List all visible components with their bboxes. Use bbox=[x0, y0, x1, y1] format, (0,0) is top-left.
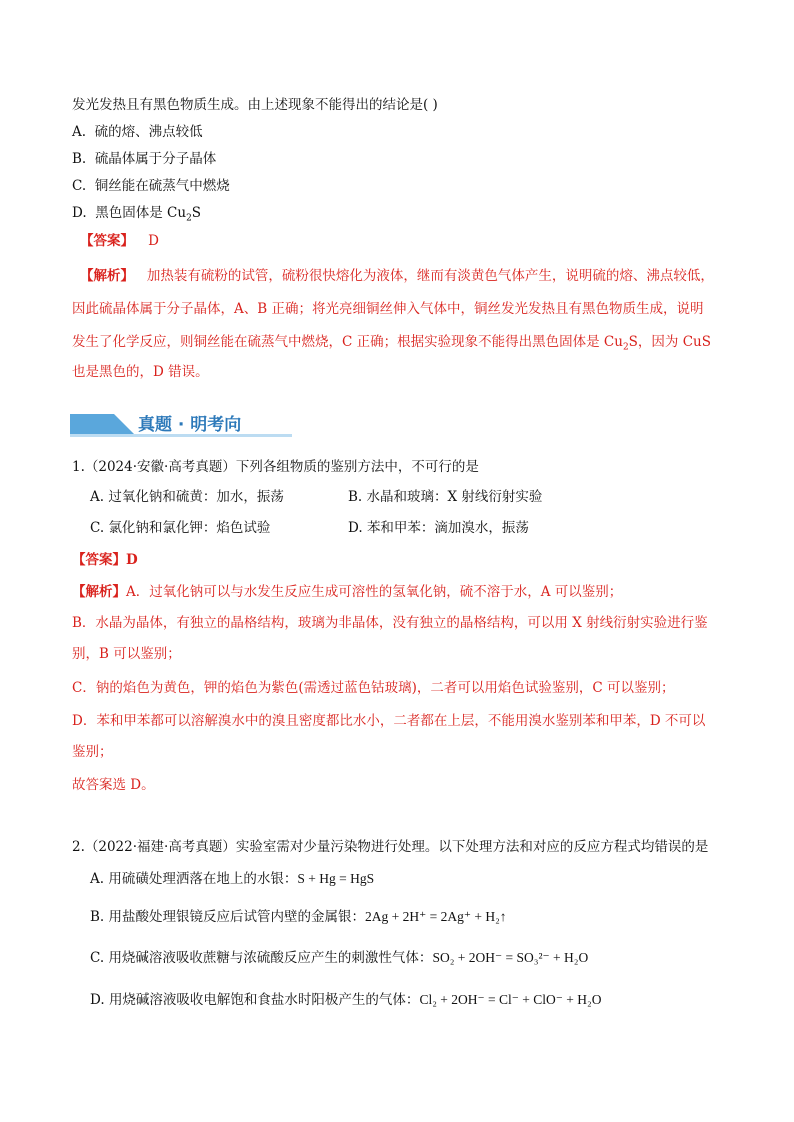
q1-option-a: A. 过氧化钠和硫黄：加水，振荡 bbox=[90, 489, 284, 505]
q2-option-b: B. 用盐酸处理银镜反应后试管内壁的金属银：2Ag + 2H⁺ = 2Ag⁺ + H₂↑ bbox=[90, 909, 507, 925]
q1-analysis-line-3: 别，B 可以鉴别； bbox=[72, 646, 181, 662]
q1-analysis-line-5: D．苯和甲苯都可以溶解溴水中的溴且密度都比水小，二者都在上层，不能用溴水鉴别苯和甲苯，D 不可以 bbox=[72, 713, 706, 729]
q2-option-a: A. 用硫磺处理洒落在地上的水银：S + Hg = HgS bbox=[90, 871, 375, 887]
q0-analysis-line-3: 发生了化学反应，则铜丝能在硫蒸气中燃烧，C 正确；根据实验现象不能得出黑色固体是 $Cu_2S$，因为 CuS bbox=[72, 334, 711, 353]
q0-option-c: C. 铜丝能在硫蒸气中燃烧 bbox=[72, 178, 230, 194]
q2-option-d-equation: Cl₂ + 2OH⁻ = Cl⁻ + ClO⁻ + H₂O bbox=[419, 992, 602, 1007]
q1-analysis-line-1: 【解析】A．过氧化钠可以与水发生反应生成可溶性的氢氧化钠，硫不溶于水，A 可以鉴别； bbox=[72, 584, 623, 600]
q2-option-b-equation: 2Ag + 2H⁺ = 2Ag⁺ + H₂↑ bbox=[365, 909, 507, 924]
q1-analysis-line-6: 鉴别； bbox=[72, 744, 113, 760]
q1-conclusion: 故答案选 D。 bbox=[72, 777, 155, 793]
q1-analysis-line-2: B．水晶为晶体，有独立的晶格结构，玻璃为非晶体，没有独立的晶格结构，可以用 X 射线衍射实验进行鉴 bbox=[72, 615, 708, 631]
q0-option-b: B. 硫晶体属于分子晶体 bbox=[72, 151, 217, 167]
q2-option-c: C. 用烧碱溶液吸收蔗糖与浓硫酸反应产生的刺激性气体：SO₂ + 2OH⁻ = SO₃²⁻ + H₂O bbox=[90, 950, 589, 966]
q1-option-c: C. 氯化钠和氯化钾：焰色试验 bbox=[90, 520, 271, 536]
banner-ribbon bbox=[70, 414, 134, 434]
q0-analysis-line-2: 因此硫晶体属于分子晶体，A、B 正确；将光亮细铜丝伸入气体中，铜丝发光发热且有黑色物质生成，说明 bbox=[72, 301, 704, 317]
q0-analysis-line-4: 也是黑色的，D 错误。 bbox=[72, 364, 209, 380]
q2-option-a-equation: S + Hg = HgS bbox=[297, 871, 375, 886]
q0-answer: 【答案】 D bbox=[80, 233, 159, 249]
q0-stem-tail: 发光发热且有黑色物质生成。由上述现象不能得出的结论是( ) bbox=[72, 97, 438, 113]
q1-stem: 1.（2024·安徽·高考真题）下列各组物质的鉴别方法中，不可行的是 bbox=[72, 459, 479, 475]
q2-option-d: D. 用烧碱溶液吸收电解饱和食盐水时阳极产生的气体：Cl₂ + 2OH⁻ = Cl⁻ + ClO⁻ + H₂O bbox=[90, 992, 602, 1008]
q1-answer: 【答案】D bbox=[72, 552, 138, 568]
q0-option-a: A. 硫的熔、沸点较低 bbox=[72, 124, 203, 140]
q2-option-c-equation: SO₂ + 2OH⁻ = SO₃²⁻ + H₂O bbox=[432, 950, 589, 965]
q0-analysis-line-1: 【解析】 加热装有硫粉的试管，硫粉很快熔化为液体，继而有淡黄色气体产生，说明硫的熔、沸点较低， bbox=[80, 268, 714, 284]
q0-option-d: D. 黑色固体是 $Cu_2S$ bbox=[72, 205, 202, 224]
q1-option-b: B. 水晶和玻璃：X 射线衍射实验 bbox=[348, 489, 543, 505]
section-title: 真题 · 明考向 bbox=[138, 415, 242, 435]
q2-stem: 2.（2022·福建·高考真题）实验室需对少量污染物进行处理。以下处理方法和对应的反应方程式均错误的是 bbox=[72, 839, 709, 855]
q1-option-d: D. 苯和甲苯：滴加溴水，振荡 bbox=[348, 520, 529, 536]
q1-analysis-line-4: C．钠的焰色为黄色，钾的焰色为紫色(需透过蓝色钴玻璃)，二者可以用焰色试验鉴别，C 可以鉴别； bbox=[72, 680, 675, 696]
